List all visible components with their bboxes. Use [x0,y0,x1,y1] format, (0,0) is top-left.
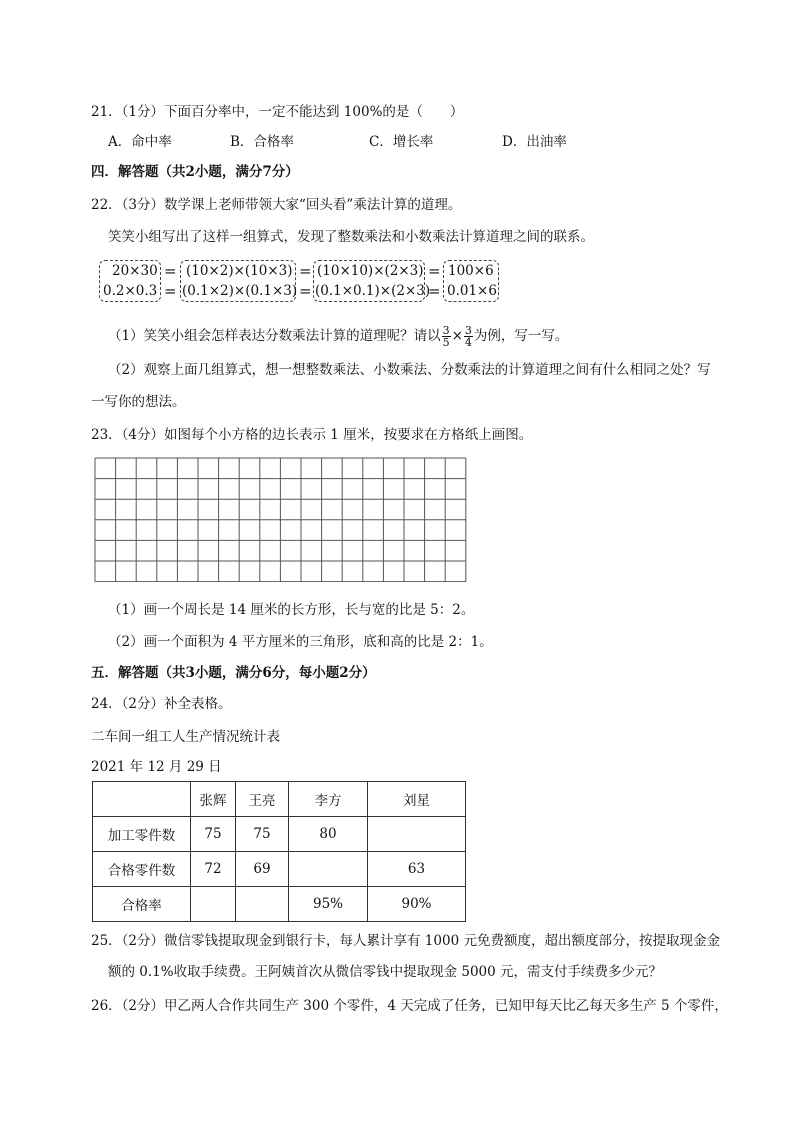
q22-part1 [108,321,568,351]
table-cell: 75 [236,817,289,852]
table-cell: 72 [191,852,236,887]
section4-heading: 四．解答题（共2小题，满分7分） [91,164,299,180]
fraction-3-4: $\frac{3}{4}$ [464,324,472,349]
eq-sign: = [299,262,312,280]
eq-b1-bottom: 0.2×0.3 [103,283,158,299]
eq-sign: = [299,282,312,300]
q21-stem: 21．（1分）下面百分率中，一定不能达到 100%的是（ ） [91,104,464,120]
q21-option-c: C．增长率 [369,134,434,150]
square-grid [94,457,469,582]
q25-line2: 额的 0.1%收取手续费。王阿姨首次从微信零钱中提取现金 5000 元，需支付手续费多少元？ [108,964,663,980]
table-cell: 63 [368,852,466,887]
q25-line1: 25．（2分）微信零钱提取现金到银行卡，每人累计享有 1000 元免费额度，超出额度部分，按提取现金金 [91,933,720,949]
q22-part2-line1: （2）观察上面几组算式，想一想整数乘法、小数乘法、分数乘法的计算道理之间有什么相同之处？写 [108,362,711,378]
q21-option-d: D．出油率 [502,134,567,150]
table-cell [289,852,368,887]
eq-sign: = [428,282,441,300]
table-title: 二车间一组工人生产情况统计表 [91,729,280,745]
table-cell [191,887,236,922]
q21-option-a: A．命中率 [108,134,172,150]
table-row [93,887,466,922]
table-header-cell: 刘星 [368,782,466,817]
table-row [93,817,466,852]
production-stat-table [92,781,466,922]
table-cell: 80 [289,817,368,852]
eq-b2-top: (10×2)×(10×3) [186,263,293,279]
q22-part1-text-after: 为例，写一写。 [473,328,569,344]
table-date: 2021 年 12 月 29 日 [91,759,222,775]
table-cell: 合格率 [93,887,191,922]
eq-sign: = [428,262,441,280]
table-row [93,852,466,887]
eq-sign: = [164,282,177,300]
table-header-cell: 张辉 [191,782,236,817]
table-header-cell: 李方 [289,782,368,817]
q21-option-b: B．合格率 [230,134,294,150]
q23-part1: （1）画一个周长是 14 厘米的长方形，长与宽的比是 5：2。 [108,602,475,618]
table-header-cell: 王亮 [236,782,289,817]
section5-heading: 五．解答题（共3小题，满分6分，每小题2分） [91,665,376,681]
eq-b3-top: (10×10)×(2×3) [317,263,424,279]
table-cell: 95% [289,887,368,922]
times-sign: × [451,328,463,344]
table-cell [368,817,466,852]
q22-part1-text-before: （1）笑笑小组会怎样表达分数乘法计算的道理呢？请以 [108,328,441,344]
eq-b3-bottom: (0.1×0.1)×(2×3) [315,283,431,299]
table-cell: 合格零件数 [93,852,191,887]
q24-stem: 24．（2分）补全表格。 [91,696,232,712]
table-header-cell [93,782,191,817]
eq-b1-top: 20×30 [112,263,158,279]
table-cell: 75 [191,817,236,852]
table-cell [236,887,289,922]
q22-intro: 笑笑小组写出了这样一组算式，发现了整数乘法和小数乘法计算道理之间的联系。 [108,229,594,245]
q22-stem: 22．（3分）数学课上老师带领大家“回头看”乘法计算的道理。 [91,197,462,213]
table-cell: 90% [368,887,466,922]
table-cell: 69 [236,852,289,887]
fraction-3-5: $\frac{3}{5}$ [442,324,450,349]
table-header-row [93,782,466,817]
q23-part2: （2）画一个面积为 4 平方厘米的三角形，底和高的比是 2：1。 [108,634,493,650]
eq-sign: = [164,262,177,280]
table-cell: 加工零件数 [93,817,191,852]
q23-stem: 23．（4分）如图每个小方格的边长表示 1 厘米，按要求在方格纸上画图。 [91,427,533,443]
eq-b4-bottom: 0.01×6 [447,283,497,299]
eq-b2-bottom: (0.1×2)×(0.1×3) [182,283,298,299]
q26-line1: 26．（2分）甲乙两人合作共同生产 300 个零件，4 天完成了任务，已知甲每天比乙每天多生产 5 个零件， [91,998,728,1014]
q22-part2-line2: 一写你的想法。 [91,394,186,410]
eq-b4-top: 100×6 [448,263,494,279]
